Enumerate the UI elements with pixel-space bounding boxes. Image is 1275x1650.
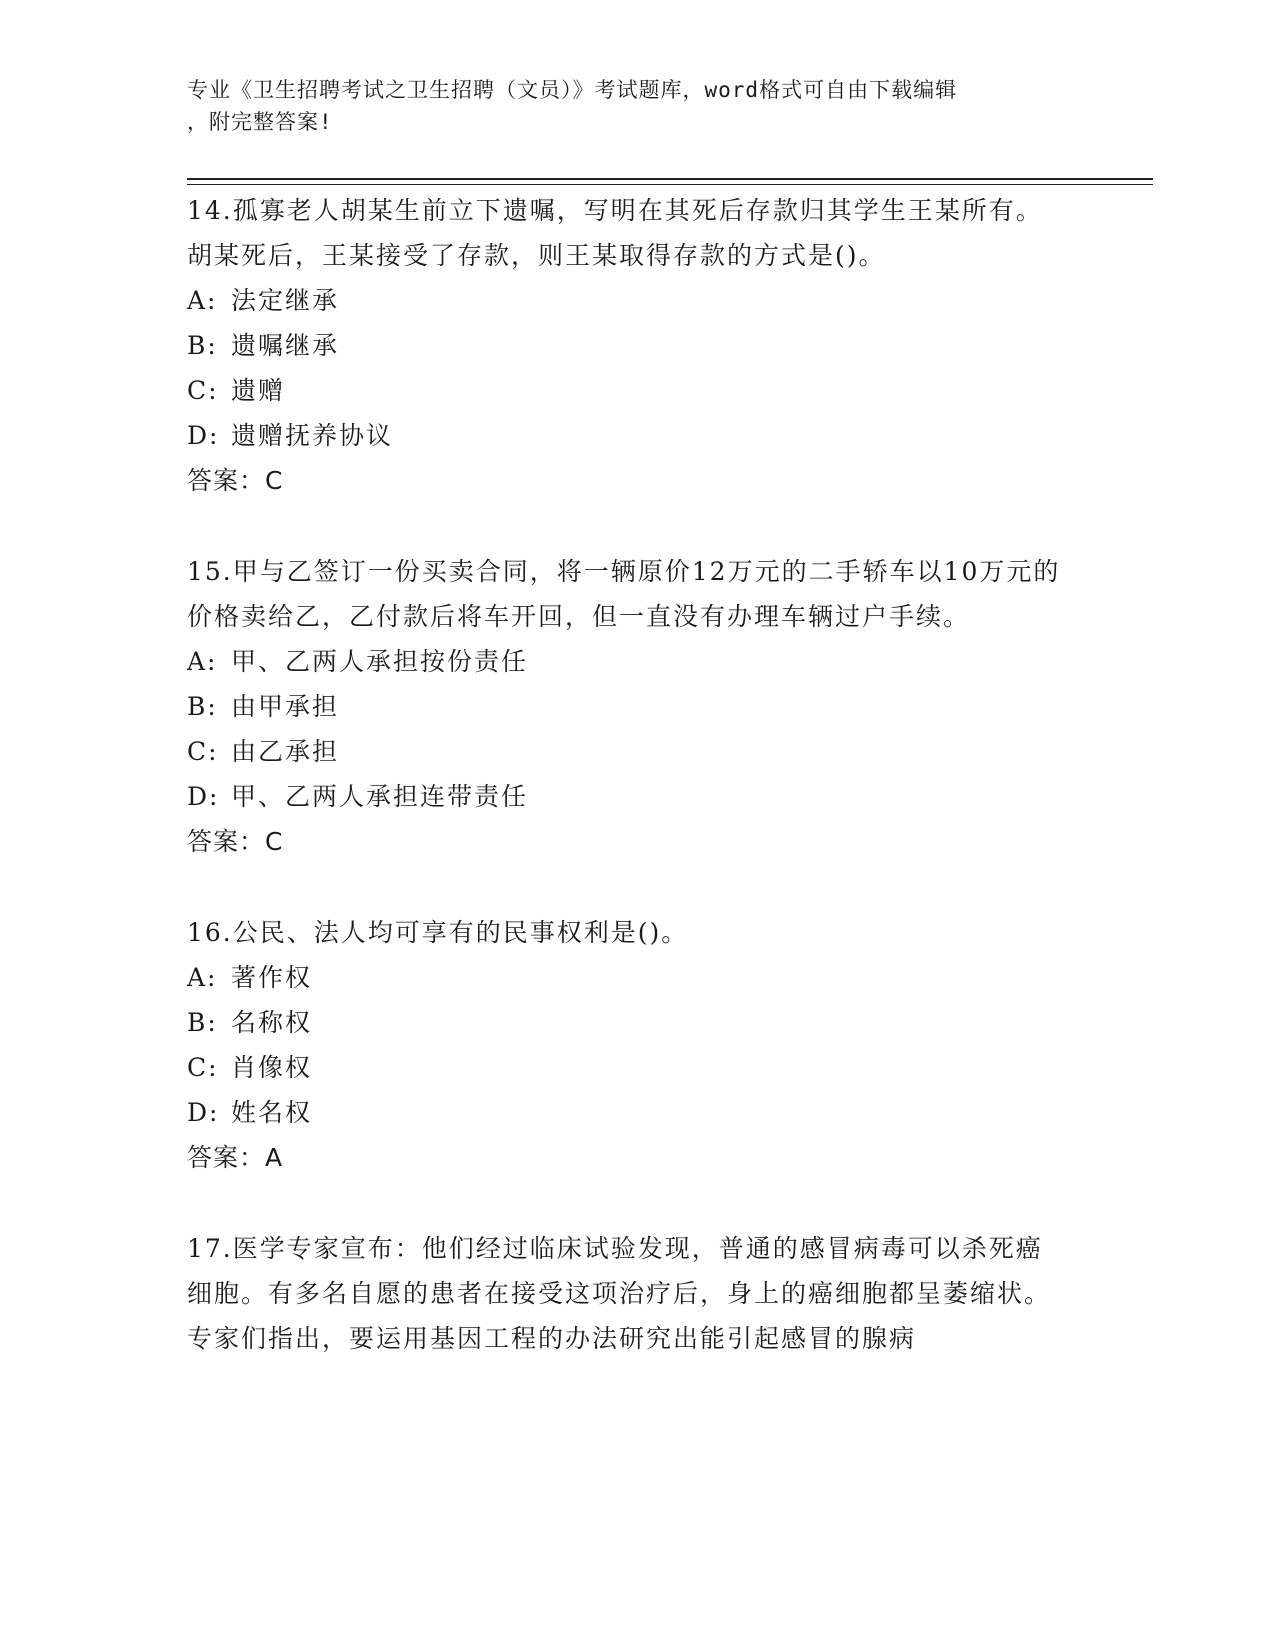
option-text: 由乙承担: [231, 737, 340, 766]
option-d: [187, 774, 1067, 819]
question-list: [187, 188, 1067, 1407]
option-letter: C:: [187, 376, 219, 405]
option-letter: B:: [187, 692, 218, 721]
option-letter: B:: [187, 331, 218, 360]
option-text: 法定继承: [231, 286, 340, 315]
option-letter: A:: [187, 963, 218, 992]
question-15: [187, 549, 1067, 864]
option-letter: D:: [187, 421, 220, 450]
option-letter: A:: [187, 286, 218, 315]
question-text: 16.公民、法人均可享有的民事权利是()。: [187, 918, 689, 947]
option-text: 遗赠抚养协议: [231, 421, 394, 450]
option-letter: D:: [187, 782, 220, 811]
option-d: [187, 413, 1067, 458]
option-text: 名称权: [231, 1008, 313, 1037]
option-letter: C:: [187, 737, 219, 766]
option-text: 姓名权: [231, 1098, 313, 1127]
question-text: 17.医学专家宣布：他们经过临床试验发现，普通的感冒病毒可以杀死癌细胞。有多名自愿的患者在接受这项治疗后，身上的癌细胞都呈萎缩状。专家们指出，要运用基因工程的办法研究出能引起感冒的腺病: [187, 1234, 1052, 1353]
option-b: [187, 684, 1067, 729]
header-line-2: ，附完整答案!: [187, 110, 333, 134]
option-d: [187, 1090, 1067, 1135]
answer-label: 答案：A: [187, 1143, 284, 1172]
option-a: [187, 955, 1067, 1000]
answer-label: 答案：C: [187, 466, 284, 495]
header-line-1: 专业《卫生招聘考试之卫生招聘（文员）》考试题库，word格式可自由下载编辑: [187, 78, 958, 102]
answer-label: 答案：C: [187, 827, 284, 856]
option-text: 由甲承担: [231, 692, 340, 721]
option-c: [187, 1045, 1067, 1090]
question-17: [187, 1226, 1067, 1361]
question-16: [187, 910, 1067, 1180]
option-a: [187, 278, 1067, 323]
option-letter: D:: [187, 1098, 220, 1127]
header-divider-thin: [187, 184, 1153, 185]
question-14: [187, 188, 1067, 503]
option-text: 著作权: [231, 963, 313, 992]
option-text: 甲、乙两人承担连带责任: [231, 782, 529, 811]
option-b: [187, 1000, 1067, 1045]
option-a: [187, 639, 1067, 684]
option-letter: B:: [187, 1008, 218, 1037]
option-b: [187, 323, 1067, 368]
option-letter: A:: [187, 647, 218, 676]
option-text: 遗嘱继承: [231, 331, 340, 360]
question-text: 14.孤寡老人胡某生前立下遗嘱，写明在其死后存款归其学生王某所有。胡某死后，王某接受了存款，则王某取得存款的方式是()。: [187, 196, 1043, 270]
option-c: [187, 368, 1067, 413]
option-text: 甲、乙两人承担按份责任: [231, 647, 529, 676]
option-c: [187, 729, 1067, 774]
document-header: [187, 74, 1067, 138]
option-text: 遗赠: [231, 376, 286, 405]
option-letter: C:: [187, 1053, 219, 1082]
option-text: 肖像权: [231, 1053, 313, 1082]
header-divider-thick: [187, 178, 1153, 180]
question-text: 15.甲与乙签订一份买卖合同，将一辆原价12万元的二手轿车以10万元的价格卖给乙，乙付款后将车开回，但一直没有办理车辆过户手续。: [187, 557, 1061, 631]
